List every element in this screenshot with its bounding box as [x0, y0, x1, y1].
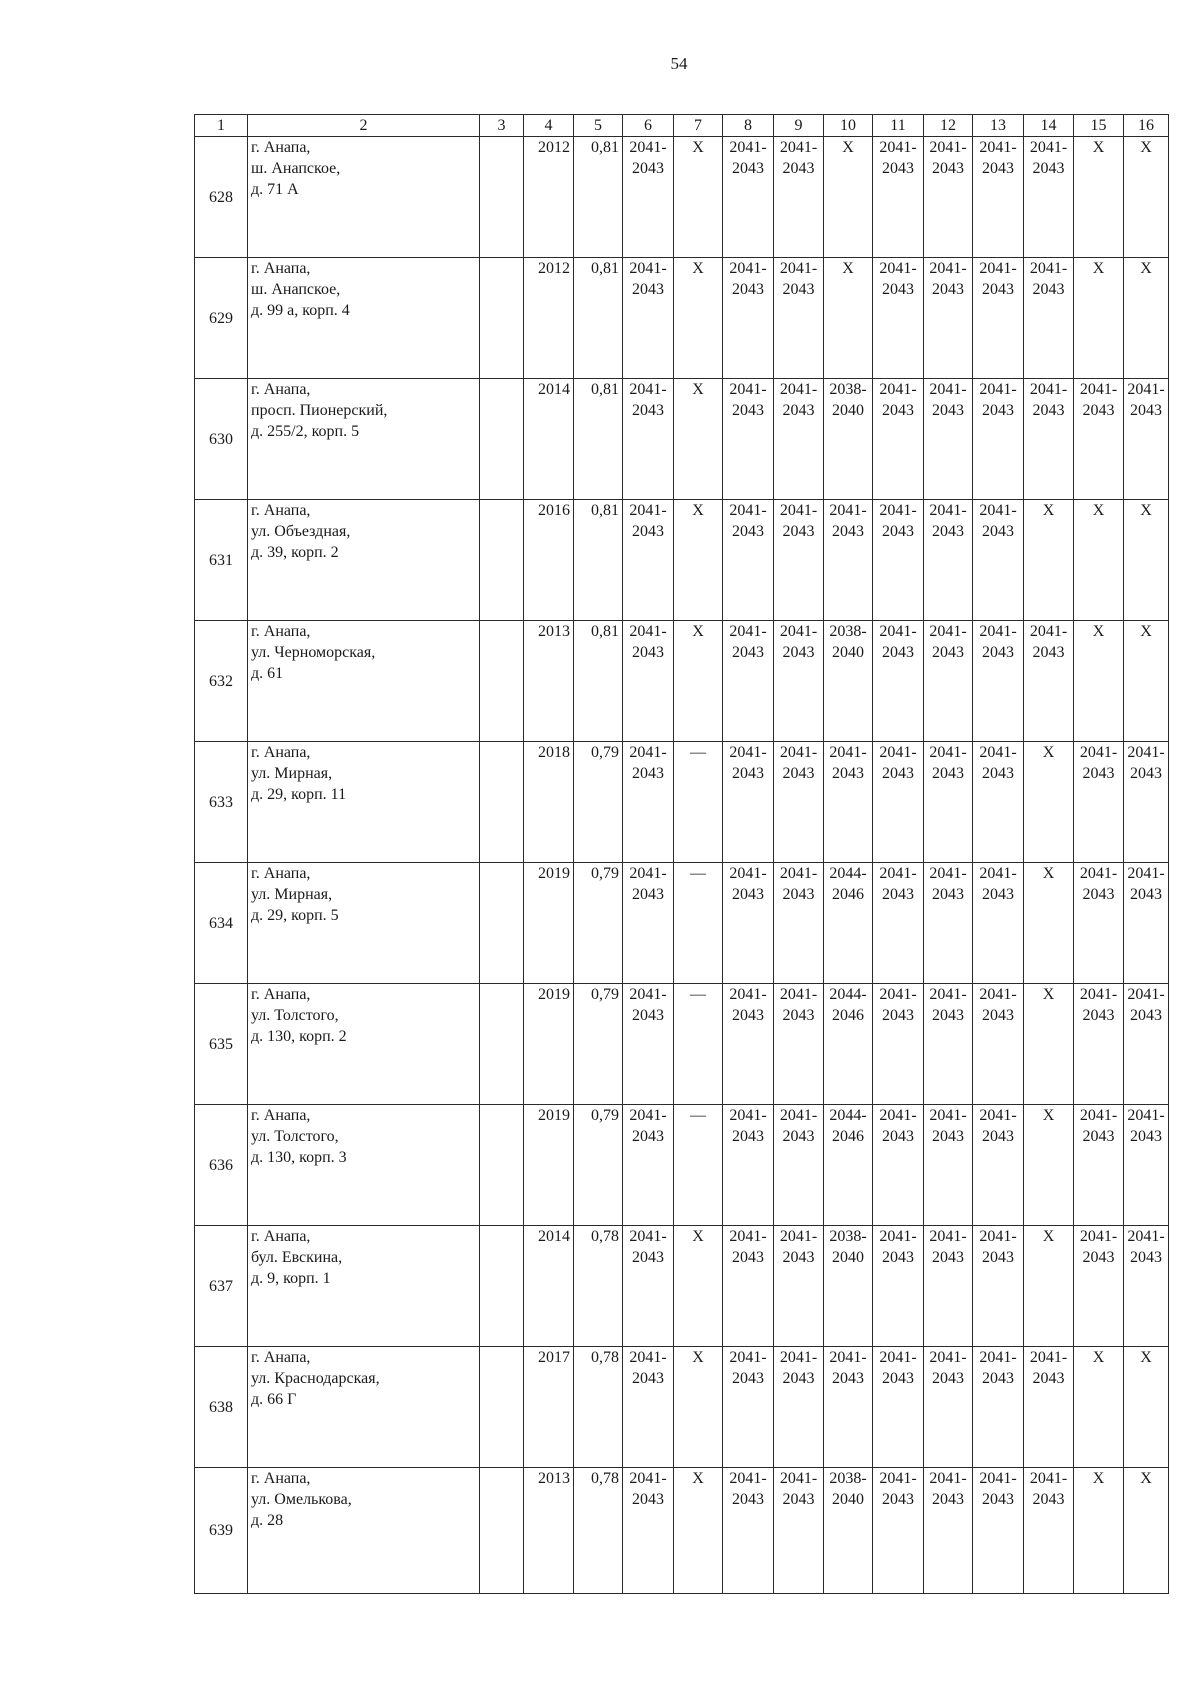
column-3-cell — [480, 1468, 524, 1594]
schedule-cell-col-10: 2044- 2046 — [824, 1105, 873, 1226]
schedule-cell-col-7: X — [674, 258, 723, 379]
column-3-cell — [480, 1226, 524, 1347]
schedule-cell-col-14: X — [1024, 742, 1074, 863]
schedule-cell-col-14: X — [1024, 1105, 1074, 1226]
row-number: 639 — [195, 1468, 248, 1594]
year-cell: 2012 — [524, 258, 574, 379]
table-row — [195, 379, 1169, 500]
address-line: д. 9, корп. 1 — [251, 1270, 331, 1288]
column-3-cell — [480, 500, 524, 621]
address-cell — [248, 1105, 480, 1226]
schedule-cell-col-6: 2041- 2043 — [623, 984, 674, 1105]
address-line: д. 66 Г — [251, 1391, 297, 1409]
year-cell: 2013 — [524, 1468, 574, 1594]
table-body — [195, 137, 1169, 1594]
schedule-cell-col-6: 2041- 2043 — [623, 1105, 674, 1226]
address-line: г. Анапа, — [251, 260, 311, 278]
column-3-cell — [480, 621, 524, 742]
schedule-cell-col-8: 2041- 2043 — [723, 1105, 774, 1226]
schedule-cell-col-13: 2041- 2043 — [973, 137, 1024, 258]
schedule-cell-col-6: 2041- 2043 — [623, 1468, 674, 1594]
schedule-cell-col-8: 2041- 2043 — [723, 1468, 774, 1594]
schedule-cell-col-7: — — [674, 863, 723, 984]
column-3-cell — [480, 258, 524, 379]
schedule-cell-col-10: 2038- 2040 — [824, 1226, 873, 1347]
schedule-cell-col-10: 2044- 2046 — [824, 984, 873, 1105]
value-cell: 0,79 — [574, 742, 623, 863]
schedule-cell-col-9: 2041- 2043 — [774, 984, 824, 1105]
schedule-cell-col-10: 2038- 2040 — [824, 621, 873, 742]
value-cell: 0,78 — [574, 1347, 623, 1468]
schedule-cell-col-15: X — [1074, 1468, 1124, 1594]
schedule-cell-col-9: 2041- 2043 — [774, 1347, 824, 1468]
schedule-cell-col-11: 2041- 2043 — [873, 1105, 924, 1226]
schedule-cell-col-8: 2041- 2043 — [723, 500, 774, 621]
schedule-cell-col-9: 2041- 2043 — [774, 500, 824, 621]
address-line: ул. Краснодарская, — [251, 1370, 380, 1388]
address-line: д. 255/2, корп. 5 — [251, 423, 360, 441]
year-cell: 2012 — [524, 137, 574, 258]
schedule-cell-col-7: X — [674, 621, 723, 742]
housing-repair-schedule-table — [194, 114, 1169, 1594]
schedule-cell-col-9: 2041- 2043 — [774, 863, 824, 984]
address-line: д. 39, корп. 2 — [251, 544, 339, 562]
schedule-cell-col-7: X — [674, 500, 723, 621]
address-line: бул. Евскина, — [251, 1249, 343, 1267]
schedule-cell-col-8: 2041- 2043 — [723, 1347, 774, 1468]
schedule-cell-col-9: 2041- 2043 — [774, 742, 824, 863]
schedule-cell-col-16: X — [1124, 1347, 1169, 1468]
schedule-cell-col-9: 2041- 2043 — [774, 137, 824, 258]
value-cell: 0,81 — [574, 379, 623, 500]
address-cell — [248, 863, 480, 984]
value-cell: 0,78 — [574, 1468, 623, 1594]
column-3-cell — [480, 984, 524, 1105]
value-cell: 0,78 — [574, 1226, 623, 1347]
column-header-10: 10 — [824, 115, 873, 137]
schedule-cell-col-7: X — [674, 1226, 723, 1347]
row-number: 629 — [195, 258, 248, 379]
schedule-cell-col-13: 2041- 2043 — [973, 742, 1024, 863]
schedule-cell-col-14: 2041- 2043 — [1024, 379, 1074, 500]
schedule-cell-col-12: 2041- 2043 — [924, 1226, 973, 1347]
address-line: г. Анапа, — [251, 381, 311, 399]
schedule-cell-col-13: 2041- 2043 — [973, 984, 1024, 1105]
schedule-cell-col-12: 2041- 2043 — [924, 379, 973, 500]
address-line: г. Анапа, — [251, 986, 311, 1004]
schedule-cell-col-16: X — [1124, 258, 1169, 379]
schedule-cell-col-15: 2041- 2043 — [1074, 984, 1124, 1105]
schedule-cell-col-14: 2041- 2043 — [1024, 621, 1074, 742]
year-cell: 2014 — [524, 1226, 574, 1347]
schedule-cell-col-12: 2041- 2043 — [924, 1468, 973, 1594]
address-line: г. Анапа, — [251, 502, 311, 520]
column-header-14: 14 — [1024, 115, 1074, 137]
table-row — [195, 863, 1169, 984]
column-header-13: 13 — [973, 115, 1024, 137]
schedule-cell-col-15: 2041- 2043 — [1074, 1105, 1124, 1226]
column-header-1: 1 — [195, 115, 248, 137]
address-line: ш. Анапское, — [251, 160, 341, 178]
schedule-cell-col-16: 2041- 2043 — [1124, 863, 1169, 984]
address-cell — [248, 500, 480, 621]
schedule-cell-col-15: X — [1074, 1347, 1124, 1468]
schedule-cell-col-11: 2041- 2043 — [873, 379, 924, 500]
schedule-cell-col-8: 2041- 2043 — [723, 742, 774, 863]
address-line: г. Анапа, — [251, 1228, 311, 1246]
address-line: ул. Черноморская, — [251, 644, 376, 662]
schedule-cell-col-13: 2041- 2043 — [973, 500, 1024, 621]
address-line: д. 28 — [251, 1512, 284, 1530]
table-row — [195, 1226, 1169, 1347]
schedule-cell-col-7: X — [674, 379, 723, 500]
year-cell: 2019 — [524, 984, 574, 1105]
schedule-cell-col-8: 2041- 2043 — [723, 137, 774, 258]
address-line: ул. Объездная, — [251, 523, 351, 541]
column-3-cell — [480, 742, 524, 863]
schedule-cell-col-7: — — [674, 1105, 723, 1226]
schedule-cell-col-6: 2041- 2043 — [623, 742, 674, 863]
schedule-cell-col-12: 2041- 2043 — [924, 621, 973, 742]
year-cell: 2016 — [524, 500, 574, 621]
row-number: 631 — [195, 500, 248, 621]
schedule-cell-col-9: 2041- 2043 — [774, 379, 824, 500]
schedule-cell-col-12: 2041- 2043 — [924, 863, 973, 984]
address-line: г. Анапа, — [251, 1107, 311, 1125]
schedule-cell-col-6: 2041- 2043 — [623, 379, 674, 500]
schedule-cell-col-10: 2038- 2040 — [824, 379, 873, 500]
schedule-cell-col-15: X — [1074, 137, 1124, 258]
schedule-cell-col-13: 2041- 2043 — [973, 1105, 1024, 1226]
schedule-cell-col-12: 2041- 2043 — [924, 1347, 973, 1468]
schedule-cell-col-12: 2041- 2043 — [924, 1105, 973, 1226]
schedule-cell-col-8: 2041- 2043 — [723, 258, 774, 379]
address-cell — [248, 379, 480, 500]
address-line: г. Анапа, — [251, 865, 311, 883]
address-line: ул. Толстого, — [251, 1007, 339, 1025]
schedule-cell-col-16: X — [1124, 500, 1169, 621]
schedule-cell-col-10: 2041- 2043 — [824, 742, 873, 863]
schedule-cell-col-16: 2041- 2043 — [1124, 984, 1169, 1105]
address-cell — [248, 984, 480, 1105]
schedule-cell-col-15: 2041- 2043 — [1074, 863, 1124, 984]
schedule-cell-col-6: 2041- 2043 — [623, 500, 674, 621]
address-cell — [248, 1468, 480, 1594]
schedule-cell-col-11: 2041- 2043 — [873, 1347, 924, 1468]
address-line: г. Анапа, — [251, 1470, 311, 1488]
schedule-cell-col-14: 2041- 2043 — [1024, 1347, 1074, 1468]
address-line: г. Анапа, — [251, 1349, 311, 1367]
value-cell: 0,79 — [574, 984, 623, 1105]
address-line: г. Анапа, — [251, 623, 311, 641]
schedule-cell-col-10: X — [824, 258, 873, 379]
page-number: 54 — [670, 54, 688, 73]
table-row — [195, 984, 1169, 1105]
schedule-cell-col-11: 2041- 2043 — [873, 742, 924, 863]
column-header-15: 15 — [1074, 115, 1124, 137]
schedule-cell-col-10: X — [824, 137, 873, 258]
address-line: г. Анапа, — [251, 744, 311, 762]
address-cell — [248, 621, 480, 742]
address-cell — [248, 258, 480, 379]
schedule-cell-col-9: 2041- 2043 — [774, 258, 824, 379]
row-number: 638 — [195, 1347, 248, 1468]
schedule-cell-col-9: 2041- 2043 — [774, 1226, 824, 1347]
schedule-cell-col-16: X — [1124, 137, 1169, 258]
schedule-cell-col-7: — — [674, 984, 723, 1105]
row-number: 632 — [195, 621, 248, 742]
address-line: д. 71 А — [251, 181, 299, 199]
column-header-7: 7 — [674, 115, 723, 137]
address-line: д. 130, корп. 3 — [251, 1149, 347, 1167]
schedule-cell-col-13: 2041- 2043 — [973, 1347, 1024, 1468]
schedule-cell-col-9: 2041- 2043 — [774, 1105, 824, 1226]
year-cell: 2017 — [524, 1347, 574, 1468]
address-line: ул. Омелькова, — [251, 1491, 352, 1509]
table-row — [195, 1105, 1169, 1226]
address-line: г. Анапа, — [251, 139, 311, 157]
column-header-4: 4 — [524, 115, 574, 137]
schedule-cell-col-14: 2041- 2043 — [1024, 258, 1074, 379]
table-row — [195, 500, 1169, 621]
row-number: 633 — [195, 742, 248, 863]
column-header-12: 12 — [924, 115, 973, 137]
address-line: д. 29, корп. 11 — [251, 786, 347, 804]
schedule-cell-col-9: 2041- 2043 — [774, 1468, 824, 1594]
schedule-cell-col-14: X — [1024, 984, 1074, 1105]
schedule-cell-col-6: 2041- 2043 — [623, 258, 674, 379]
schedule-cell-col-16: 2041- 2043 — [1124, 742, 1169, 863]
column-header-2: 2 — [248, 115, 480, 137]
schedule-cell-col-13: 2041- 2043 — [973, 863, 1024, 984]
table-row — [195, 621, 1169, 742]
table-row — [195, 742, 1169, 863]
schedule-cell-col-10: 2041- 2043 — [824, 500, 873, 621]
address-line: ул. Толстого, — [251, 1128, 339, 1146]
column-header-16: 16 — [1124, 115, 1169, 137]
schedule-cell-col-15: X — [1074, 258, 1124, 379]
value-cell: 0,79 — [574, 1105, 623, 1226]
schedule-cell-col-15: 2041- 2043 — [1074, 379, 1124, 500]
schedule-cell-col-8: 2041- 2043 — [723, 1226, 774, 1347]
schedule-cell-col-11: 2041- 2043 — [873, 621, 924, 742]
column-3-cell — [480, 379, 524, 500]
schedule-cell-col-13: 2041- 2043 — [973, 258, 1024, 379]
value-cell: 0,81 — [574, 258, 623, 379]
schedule-cell-col-16: 2041- 2043 — [1124, 1105, 1169, 1226]
address-cell — [248, 1226, 480, 1347]
row-number: 634 — [195, 863, 248, 984]
schedule-cell-col-13: 2041- 2043 — [973, 1226, 1024, 1347]
schedule-cell-col-6: 2041- 2043 — [623, 621, 674, 742]
schedule-cell-col-15: X — [1074, 621, 1124, 742]
year-cell: 2013 — [524, 621, 574, 742]
value-cell: 0,81 — [574, 621, 623, 742]
row-number: 635 — [195, 984, 248, 1105]
schedule-cell-col-15: 2041- 2043 — [1074, 742, 1124, 863]
address-line: ул. Мирная, — [251, 886, 333, 904]
year-cell: 2014 — [524, 379, 574, 500]
column-3-cell — [480, 1347, 524, 1468]
address-cell — [248, 137, 480, 258]
value-cell: 0,81 — [574, 137, 623, 258]
schedule-cell-col-11: 2041- 2043 — [873, 863, 924, 984]
schedule-cell-col-16: 2041- 2043 — [1124, 379, 1169, 500]
schedule-cell-col-8: 2041- 2043 — [723, 379, 774, 500]
column-header-8: 8 — [723, 115, 774, 137]
schedule-cell-col-12: 2041- 2043 — [924, 258, 973, 379]
address-line: ш. Анапское, — [251, 281, 341, 299]
address-line: просп. Пионерский, — [251, 402, 388, 420]
row-number: 628 — [195, 137, 248, 258]
schedule-cell-col-12: 2041- 2043 — [924, 500, 973, 621]
schedule-cell-col-14: X — [1024, 863, 1074, 984]
schedule-cell-col-13: 2041- 2043 — [973, 621, 1024, 742]
column-header-3: 3 — [480, 115, 524, 137]
schedule-cell-col-11: 2041- 2043 — [873, 984, 924, 1105]
schedule-cell-col-10: 2038- 2040 — [824, 1468, 873, 1594]
schedule-cell-col-6: 2041- 2043 — [623, 137, 674, 258]
schedule-cell-col-8: 2041- 2043 — [723, 863, 774, 984]
schedule-cell-col-14: 2041- 2043 — [1024, 137, 1074, 258]
schedule-cell-col-13: 2041- 2043 — [973, 379, 1024, 500]
schedule-cell-col-11: 2041- 2043 — [873, 1468, 924, 1594]
schedule-cell-col-14: X — [1024, 500, 1074, 621]
row-number: 637 — [195, 1226, 248, 1347]
schedule-cell-col-9: 2041- 2043 — [774, 621, 824, 742]
address-line: д. 130, корп. 2 — [251, 1028, 347, 1046]
table-row — [195, 1347, 1169, 1468]
value-cell: 0,79 — [574, 863, 623, 984]
address-cell — [248, 1347, 480, 1468]
schedule-cell-col-16: 2041- 2043 — [1124, 1226, 1169, 1347]
column-header-9: 9 — [774, 115, 824, 137]
year-cell: 2019 — [524, 863, 574, 984]
schedule-cell-col-11: 2041- 2043 — [873, 500, 924, 621]
column-number-header-row — [195, 115, 1169, 137]
schedule-cell-col-11: 2041- 2043 — [873, 137, 924, 258]
schedule-cell-col-11: 2041- 2043 — [873, 258, 924, 379]
row-number: 636 — [195, 1105, 248, 1226]
address-line: д. 99 а, корп. 4 — [251, 302, 350, 320]
schedule-cell-col-14: X — [1024, 1226, 1074, 1347]
schedule-cell-col-7: X — [674, 137, 723, 258]
schedule-cell-col-8: 2041- 2043 — [723, 984, 774, 1105]
schedule-cell-col-16: X — [1124, 1468, 1169, 1594]
row-number: 630 — [195, 379, 248, 500]
year-cell: 2018 — [524, 742, 574, 863]
column-3-cell — [480, 137, 524, 258]
address-line: ул. Мирная, — [251, 765, 333, 783]
column-3-cell — [480, 1105, 524, 1226]
schedule-cell-col-15: X — [1074, 500, 1124, 621]
schedule-cell-col-7: X — [674, 1468, 723, 1594]
address-line: д. 61 — [251, 665, 284, 683]
schedule-cell-col-15: 2041- 2043 — [1074, 1226, 1124, 1347]
year-cell: 2019 — [524, 1105, 574, 1226]
schedule-cell-col-12: 2041- 2043 — [924, 984, 973, 1105]
schedule-cell-col-6: 2041- 2043 — [623, 1226, 674, 1347]
address-line: д. 29, корп. 5 — [251, 907, 339, 925]
schedule-cell-col-12: 2041- 2043 — [924, 742, 973, 863]
schedule-cell-col-6: 2041- 2043 — [623, 1347, 674, 1468]
schedule-cell-col-10: 2041- 2043 — [824, 1347, 873, 1468]
address-cell — [248, 742, 480, 863]
schedule-cell-col-16: X — [1124, 621, 1169, 742]
schedule-cell-col-6: 2041- 2043 — [623, 863, 674, 984]
schedule-cell-col-14: 2041- 2043 — [1024, 1468, 1074, 1594]
schedule-cell-col-11: 2041- 2043 — [873, 1226, 924, 1347]
table-row — [195, 1468, 1169, 1594]
value-cell: 0,81 — [574, 500, 623, 621]
schedule-cell-col-10: 2044- 2046 — [824, 863, 873, 984]
column-header-5: 5 — [574, 115, 623, 137]
table-row — [195, 258, 1169, 379]
schedule-cell-col-7: X — [674, 1347, 723, 1468]
schedule-cell-col-8: 2041- 2043 — [723, 621, 774, 742]
schedule-cell-col-13: 2041- 2043 — [973, 1468, 1024, 1594]
table-row — [195, 137, 1169, 258]
column-header-11: 11 — [873, 115, 924, 137]
schedule-cell-col-12: 2041- 2043 — [924, 137, 973, 258]
column-3-cell — [480, 863, 524, 984]
column-header-6: 6 — [623, 115, 674, 137]
schedule-cell-col-7: — — [674, 742, 723, 863]
